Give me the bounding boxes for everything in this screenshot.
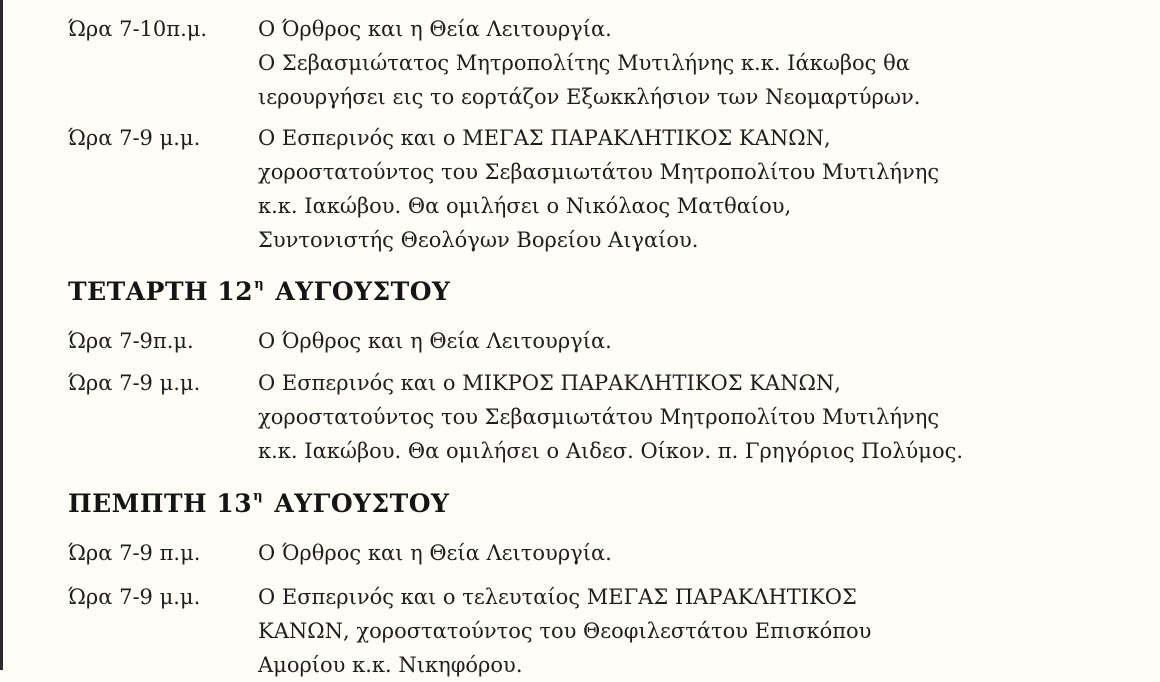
entry-description bbox=[258, 580, 1108, 682]
entry-line: Ο Όρθρος και η Θεία Λειτουργία. bbox=[258, 541, 612, 565]
entry-time: Ώρα 7-9 π.μ. bbox=[68, 541, 201, 565]
entry-line: Ο Όρθρος και η Θεία Λειτουργία. bbox=[258, 17, 612, 41]
entry-line: Ο Όρθρος και η Θεία Λειτουργία. bbox=[258, 329, 612, 353]
entry-line: Συντονιστής Θεολόγων Βορείου Αιγαίου. bbox=[258, 228, 699, 252]
entry-time: Ώρα 7-9π.μ. bbox=[68, 329, 194, 353]
entry-description bbox=[258, 121, 1108, 257]
entry-line: Ο Εσπερινός και ο τελευταίος ΜΕΓΑΣ ΠΑΡΑΚΛΗΤΙΚΟΣ bbox=[258, 585, 857, 609]
entry-line: κ.κ. Ιακώβου. Θα ομιλήσει ο Αιδεσ. Οίκον. π. Γρηγόριος Πολύμος. bbox=[258, 439, 964, 463]
entry-line: κ.κ. Ιακώβου. Θα ομιλήσει ο Νικόλαος Ματθαίου, bbox=[258, 194, 792, 218]
entry-line: Ο Εσπερινός και ο ΜΕΓΑΣ ΠΑΡΑΚΛΗΤΙΚΟΣ ΚΑΝΩΝ, bbox=[258, 126, 831, 150]
entry-time: Ώρα 7-9 μ.μ. bbox=[68, 371, 201, 395]
day-heading-ordinal: η bbox=[253, 489, 264, 504]
day-heading-wednesday bbox=[68, 277, 450, 306]
day-heading-month: ΑΥΓΟΥΣΤΟΥ bbox=[275, 277, 451, 306]
page-edge-bar bbox=[0, 0, 3, 670]
entry-time: Ώρα 7-9 μ.μ. bbox=[68, 585, 201, 609]
entry-description bbox=[258, 324, 1108, 358]
entry-description bbox=[258, 12, 1108, 114]
day-heading-date: ΠΕΜΠΤΗ 13 bbox=[68, 489, 253, 518]
entry-line: Αμορίου κ.κ. Νικηφόρου. bbox=[258, 653, 523, 677]
day-heading-date: ΤΕΤΑΡΤΗ 12 bbox=[68, 277, 254, 306]
day-heading-ordinal: η bbox=[254, 277, 265, 292]
entry-time: Ώρα 7-10π.μ. bbox=[68, 17, 208, 41]
entry-line: χοροστατούντος του Σεβασμιωτάτου Μητροπολίτου Μυτιλήνης bbox=[258, 405, 940, 429]
entry-line: ιερουργήσει εις το εορτάζον Εξωκκλήσιον των Νεομαρτύρων. bbox=[258, 85, 921, 109]
entry-time: Ώρα 7-9 μ.μ. bbox=[68, 126, 201, 150]
entry-line: Ο Σεβασμιώτατος Μητροπολίτης Μυτιλήνης κ.κ. Ιάκωβος θα bbox=[258, 51, 910, 75]
entry-line: χοροστατούντος του Σεβασμιωτάτου Μητροπολίτου Μυτιλήνης bbox=[258, 160, 940, 184]
entry-description bbox=[258, 366, 1108, 468]
entry-description bbox=[258, 536, 1108, 570]
day-heading-thursday bbox=[68, 489, 449, 518]
entry-line: ΚΑΝΩΝ, χοροστατούντος του Θεοφιλεστάτου Επισκόπου bbox=[258, 619, 872, 643]
day-heading-month: ΑΥΓΟΥΣΤΟΥ bbox=[274, 489, 450, 518]
entry-line: Ο Εσπερινός και ο ΜΙΚΡΟΣ ΠΑΡΑΚΛΗΤΙΚΟΣ ΚΑΝΩΝ, bbox=[258, 371, 841, 395]
